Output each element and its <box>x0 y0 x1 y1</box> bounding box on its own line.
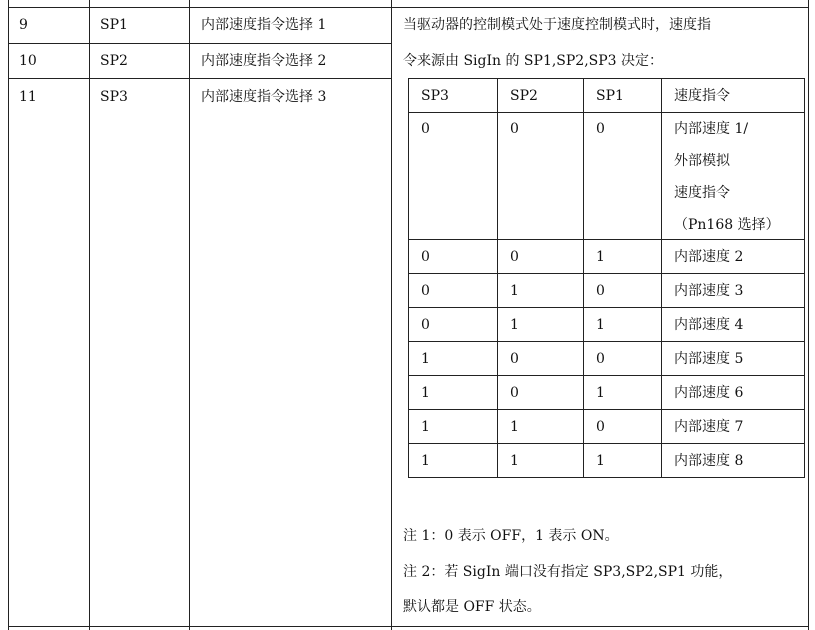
table-border-right <box>808 0 809 630</box>
table-row <box>409 342 805 376</box>
table-row <box>409 308 805 342</box>
command-line: 外部模拟 <box>674 153 730 169</box>
table-row <box>409 376 805 410</box>
description-line: 令来源由 SigIn 的 SP1,SP2,SP3 决定： <box>403 53 664 69</box>
cell-sp1: 0 <box>584 274 662 308</box>
note-1: 注 1：0 表示 OFF，1 表示 ON。 <box>403 528 619 544</box>
signal-name: SP1 <box>100 17 128 33</box>
table-border-top <box>8 7 809 8</box>
cell-sp1: 1 <box>584 308 662 342</box>
table-border-col3 <box>391 0 392 630</box>
cell-sp3: 0 <box>409 240 498 274</box>
cell-speed-command: 内部速度 8 <box>662 444 805 478</box>
cell-sp1: 1 <box>584 376 662 410</box>
cell-sp3: 0 <box>409 113 498 240</box>
command-line: 速度指令 <box>674 185 730 201</box>
cell-sp2: 0 <box>498 342 584 376</box>
table-row <box>409 410 805 444</box>
cell-sp2: 1 <box>498 274 584 308</box>
function-name: 内部速度指令选择 3 <box>201 89 327 105</box>
table-row <box>409 444 805 478</box>
cell-sp3: 1 <box>409 410 498 444</box>
cell-sp2: 0 <box>498 240 584 274</box>
function-name: 内部速度指令选择 1 <box>201 17 327 33</box>
header-sp1: SP1 <box>584 79 662 113</box>
table-row-divider <box>8 43 391 44</box>
command-line: 内部速度 1/ <box>674 121 749 137</box>
cell-speed-command <box>662 113 805 240</box>
cell-sp2: 1 <box>498 410 584 444</box>
cell-speed-command: 内部速度 4 <box>662 308 805 342</box>
table-border-left <box>8 0 9 630</box>
speed-command-table <box>408 78 805 478</box>
header-sp3: SP3 <box>409 79 498 113</box>
note-2-line: 默认都是 OFF 状态。 <box>403 599 541 615</box>
cell-sp2: 0 <box>498 113 584 240</box>
table-border-col2 <box>189 0 190 630</box>
row-number: 11 <box>19 89 37 105</box>
cell-sp3: 1 <box>409 376 498 410</box>
cell-sp1: 1 <box>584 240 662 274</box>
command-line: （Pn168 选择） <box>674 217 780 233</box>
cell-sp1: 0 <box>584 342 662 376</box>
table-row <box>409 113 805 240</box>
row-number: 9 <box>19 17 28 33</box>
function-name: 内部速度指令选择 2 <box>201 53 327 69</box>
table-border-bottom <box>8 626 809 627</box>
cell-sp3: 0 <box>409 308 498 342</box>
table-header-row <box>409 79 805 113</box>
signal-name: SP3 <box>100 89 128 105</box>
cell-sp2: 1 <box>498 308 584 342</box>
table-row <box>409 274 805 308</box>
cell-sp3: 0 <box>409 274 498 308</box>
row-number: 10 <box>19 53 37 69</box>
cell-speed-command: 内部速度 7 <box>662 410 805 444</box>
note-2-line: 注 2：若 SigIn 端口没有指定 SP3,SP2,SP1 功能， <box>403 564 733 580</box>
cell-speed-command: 内部速度 6 <box>662 376 805 410</box>
cell-sp3: 1 <box>409 342 498 376</box>
cell-sp3: 1 <box>409 444 498 478</box>
cell-sp1: 0 <box>584 113 662 240</box>
table-row-divider <box>8 78 391 79</box>
cell-sp2: 0 <box>498 376 584 410</box>
cell-sp2: 1 <box>498 444 584 478</box>
description-line: 当驱动器的控制模式处于速度控制模式时，速度指 <box>403 17 711 33</box>
header-speed-command: 速度指令 <box>662 79 805 113</box>
cell-sp1: 0 <box>584 410 662 444</box>
cell-sp1: 1 <box>584 444 662 478</box>
cell-speed-command: 内部速度 3 <box>662 274 805 308</box>
signal-name: SP2 <box>100 53 128 69</box>
cell-speed-command: 内部速度 2 <box>662 240 805 274</box>
table-border-col1 <box>89 0 90 630</box>
table-row <box>409 240 805 274</box>
cell-speed-command: 内部速度 5 <box>662 342 805 376</box>
header-sp2: SP2 <box>498 79 584 113</box>
